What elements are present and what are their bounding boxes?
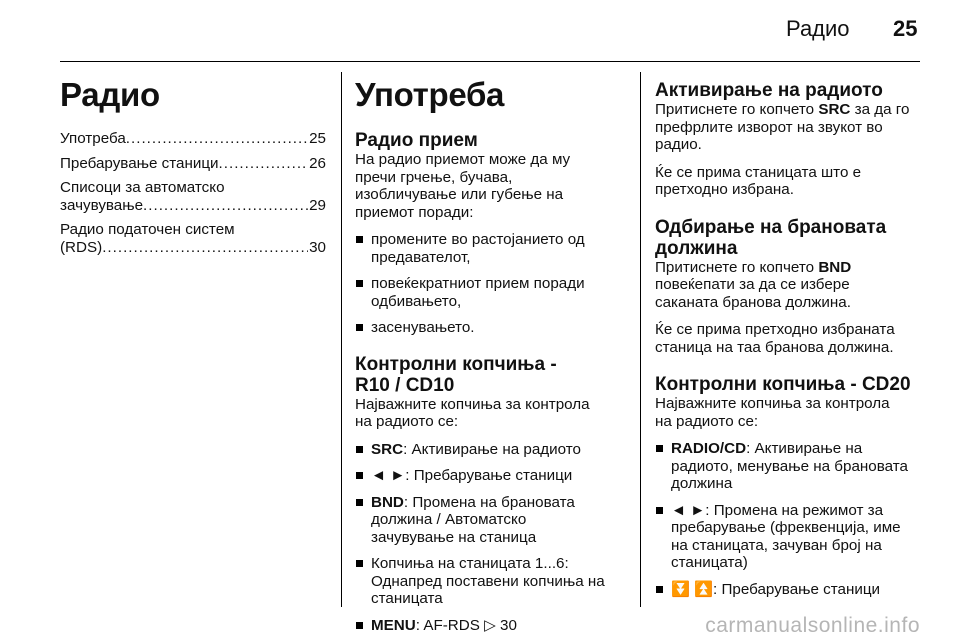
reception-list — [355, 231, 629, 337]
cd20-text: Најважните копчиња за контрола на радиото се: — [655, 395, 890, 430]
activate-text: Притиснете го копчето SRC за да го префрлите изворот на звукот во радио. — [655, 101, 910, 153]
column-divider — [341, 72, 342, 607]
section-title: Употреба — [355, 76, 505, 113]
list-item: RADIO/CD: Активирање на радиото, менување на брановата должина — [655, 440, 927, 493]
list-item: ◄ ►: Промена на режимот за пребарување (фреквенција, име на станицата, зачуван број на станицата) — [655, 502, 927, 572]
page-header — [0, 0, 960, 62]
list-item: SRC: Активирање на радиото — [355, 441, 629, 459]
seek-icon: ⏬ ⏫ — [671, 580, 714, 598]
toc-entry[interactable]: Списоци за автоматско зачувување ..... 29 — [60, 179, 326, 214]
list-item: повеќекратниот прием поради одбивањето, — [355, 275, 629, 310]
usage-column — [355, 72, 629, 643]
header-divider — [60, 61, 920, 62]
toc-entry[interactable]: Употреба ..... 25 — [60, 130, 326, 148]
cd20-list — [655, 440, 927, 598]
list-item: MENU: AF-RDS ▷ 30 — [355, 617, 629, 635]
chapter-title: Радио — [60, 76, 160, 113]
page-reference-icon: ▷ — [484, 616, 496, 634]
list-item: BND: Промена на брановата должина / Автоматско зачувување на станица — [355, 494, 629, 547]
list-item: ◄ ►: Пребарување станици — [355, 467, 629, 485]
activate-text-2: Ќе се прима станицата што е претходно избрана. — [655, 163, 862, 198]
list-item: Копчиња на станицата 1...6: Однапред поставени копчиња на станицата — [355, 555, 629, 608]
heading-activate: Активирање на радиото — [655, 80, 883, 101]
watermark: carmanualsonline.info — [705, 614, 920, 637]
activation-column — [655, 80, 927, 607]
heading-cd20: Контролни копчиња - CD20 — [655, 374, 911, 395]
controls-text: Најважните копчиња за контрола на радиото се: — [355, 395, 590, 430]
toc-entry[interactable]: Радио податочен систем (RDS) ..... 30 — [60, 221, 326, 256]
heading-band: Одбирање на брановата должина — [655, 216, 887, 259]
reception-text: На радио приемот може да му пречи грчење, бучава, изобличување или губење на приемот поради: — [355, 151, 571, 221]
toc-column — [60, 72, 326, 263]
header-title: Радио — [786, 16, 850, 41]
list-item: промените во растојанието од предавателот, — [355, 231, 629, 266]
list-item: засенувањето. — [355, 319, 629, 337]
arrow-left-right-icon: ◄ ► — [671, 501, 706, 519]
list-item: ⏬ ⏫: Пребарување станици — [655, 581, 927, 599]
band-text-2: Ќе се прима претходно избраната станица на таа бранова должина. — [655, 321, 895, 356]
arrow-left-right-icon: ◄ ► — [371, 467, 406, 484]
column-divider — [640, 72, 641, 607]
page-number: 25 — [893, 16, 918, 41]
band-text: Притиснете го копчето BND повеќепати за да се избере саканата бранова должина. — [655, 258, 852, 311]
heading-controls: Контролни копчиња - R10 / CD10 — [355, 353, 557, 396]
heading-reception: Радио прием — [355, 130, 478, 151]
controls-list — [355, 441, 629, 635]
toc-entry[interactable]: Пребарување станици ..... 26 — [60, 155, 326, 173]
